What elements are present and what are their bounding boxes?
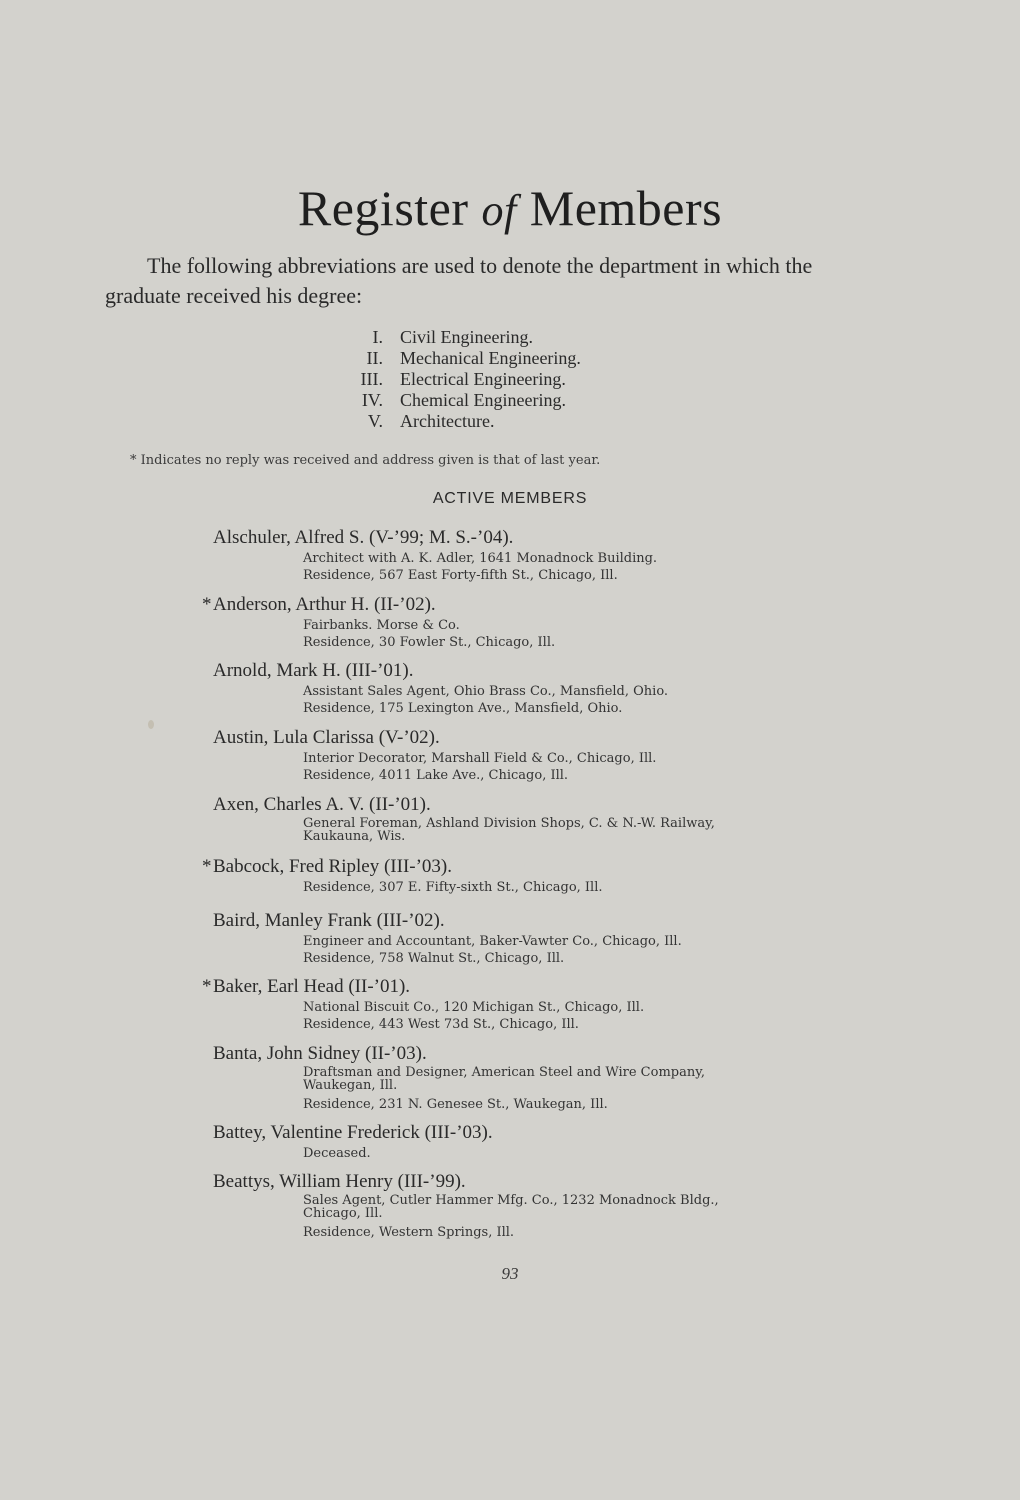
title-part-members: Members <box>516 180 723 236</box>
member-details <box>303 1194 753 1241</box>
page-title <box>0 178 1020 241</box>
member-name <box>213 1042 427 1066</box>
member-detail-line: Assistant Sales Agent, Ohio Brass Co., Mansfield, Ohio. <box>303 684 669 699</box>
abbreviation-number: I. <box>372 327 383 347</box>
member-name <box>213 726 440 750</box>
member-details <box>303 1066 753 1113</box>
member-name <box>213 526 513 550</box>
member-details <box>303 1145 753 1162</box>
abbreviation-number: IV. <box>361 390 383 410</box>
section-heading: ACTIVE MEMBERS <box>432 490 588 507</box>
no-reply-marker: * <box>202 856 212 877</box>
no-reply-marker: * <box>202 976 212 997</box>
member-details <box>303 933 753 967</box>
member-details <box>303 550 753 584</box>
member-detail-line: Sales Agent, Cutler Hammer Mfg. Co., 1232 Monadnock Bldg., Chicago, Ill. <box>303 1193 719 1221</box>
member-detail-line: General Foreman, Ashland Division Shops, C. & N.-W. Railway, Kaukauna, Wis. <box>303 816 715 844</box>
member-detail-line: Residence, 30 Fowler St., Chicago, Ill. <box>303 635 556 650</box>
intro-paragraph: The following abbreviations are used to denote the department in which the graduate received his degree: <box>105 253 813 308</box>
member-name-text: Alschuler, Alfred S. (V-’99; M. S.-’04). <box>213 527 514 548</box>
abbreviation-item <box>340 327 740 348</box>
title-part-register: Register <box>297 180 482 236</box>
member-details <box>303 817 753 847</box>
member-details <box>303 750 753 784</box>
member-detail-line: Residence, 567 East Forty-fifth St., Chicago, Ill. <box>303 568 618 583</box>
member-name-text: Anderson, Arthur H. (II-’02). <box>213 594 436 615</box>
member-details <box>303 683 753 717</box>
no-reply-marker: * <box>202 594 212 615</box>
abbreviation-number: III. <box>360 369 383 389</box>
paper-smudge <box>148 720 154 729</box>
member-detail-line: Fairbanks. Morse & Co. <box>303 618 460 633</box>
member-name-text: Beattys, William Henry (III-’99). <box>213 1171 466 1192</box>
title-part-of: of <box>481 186 517 235</box>
abbreviation-label: Civil Engineering. <box>400 327 533 347</box>
member-name-text: Baird, Manley Frank (III-’02). <box>213 910 445 931</box>
abbreviation-label: Mechanical Engineering. <box>400 348 581 368</box>
member-detail-line: Residence, 231 N. Genesee St., Waukegan, Ill. <box>303 1097 608 1112</box>
member-name <box>202 855 453 879</box>
member-details <box>303 617 753 651</box>
member-name <box>213 1121 493 1145</box>
abbreviation-item <box>340 390 740 411</box>
abbreviation-item <box>340 369 740 390</box>
footnote-indicator: * Indicates no reply was received and address given is that of last year. <box>130 453 601 468</box>
member-detail-line: Residence, 758 Walnut St., Chicago, Ill. <box>303 951 565 966</box>
member-name <box>213 1170 466 1194</box>
member-detail-line: Architect with A. K. Adler, 1641 Monadnock Building. <box>303 551 658 566</box>
member-details <box>303 879 753 896</box>
abbreviation-label: Electrical Engineering. <box>400 369 566 389</box>
member-detail-line: Residence, 175 Lexington Ave., Mansfield, Ohio. <box>303 701 623 716</box>
member-detail-line: Residence, 443 West 73d St., Chicago, Ill. <box>303 1017 579 1032</box>
member-name-text: Battey, Valentine Frederick (III-’03). <box>213 1122 493 1143</box>
member-detail-line: Residence, Western Springs, Ill. <box>303 1225 515 1240</box>
abbreviation-number: II. <box>366 348 383 368</box>
page-number: 93 <box>501 1264 519 1283</box>
abbreviation-label: Chemical Engineering. <box>400 390 566 410</box>
member-name-text: Arnold, Mark H. (III-’01). <box>213 660 414 681</box>
member-name <box>213 793 431 817</box>
member-name <box>213 909 445 933</box>
member-details <box>303 999 753 1033</box>
member-name <box>202 593 436 617</box>
abbreviation-item <box>340 411 740 432</box>
member-name-text: Austin, Lula Clarissa (V-’02). <box>213 727 440 748</box>
member-detail-line: Draftsman and Designer, American Steel and Wire Company, Waukegan, Ill. <box>303 1065 705 1093</box>
member-detail-line: Residence, 307 E. Fifty-sixth St., Chicago, Ill. <box>303 880 603 895</box>
member-detail-line: Interior Decorator, Marshall Field & Co., Chicago, Ill. <box>303 751 657 766</box>
abbreviation-item <box>340 348 740 369</box>
member-detail-line: Deceased. <box>303 1146 371 1161</box>
member-detail-line: Residence, 4011 Lake Ave., Chicago, Ill. <box>303 768 569 783</box>
member-name <box>202 975 411 999</box>
abbreviation-list <box>340 327 740 432</box>
abbreviation-label: Architecture. <box>400 411 495 431</box>
member-detail-line: National Biscuit Co., 120 Michigan St., Chicago, Ill. <box>303 1000 645 1015</box>
abbreviation-number: V. <box>367 411 383 431</box>
member-name-text: Banta, John Sidney (II-’03). <box>213 1043 427 1064</box>
member-name <box>213 659 414 683</box>
member-name-text: Axen, Charles A. V. (II-’01). <box>213 794 431 815</box>
member-detail-line: Engineer and Accountant, Baker-Vawter Co., Chicago, Ill. <box>303 934 682 949</box>
member-name-text: Baker, Earl Head (II-’01). <box>213 976 411 997</box>
member-name-text: Babcock, Fred Ripley (III-’03). <box>213 856 453 877</box>
